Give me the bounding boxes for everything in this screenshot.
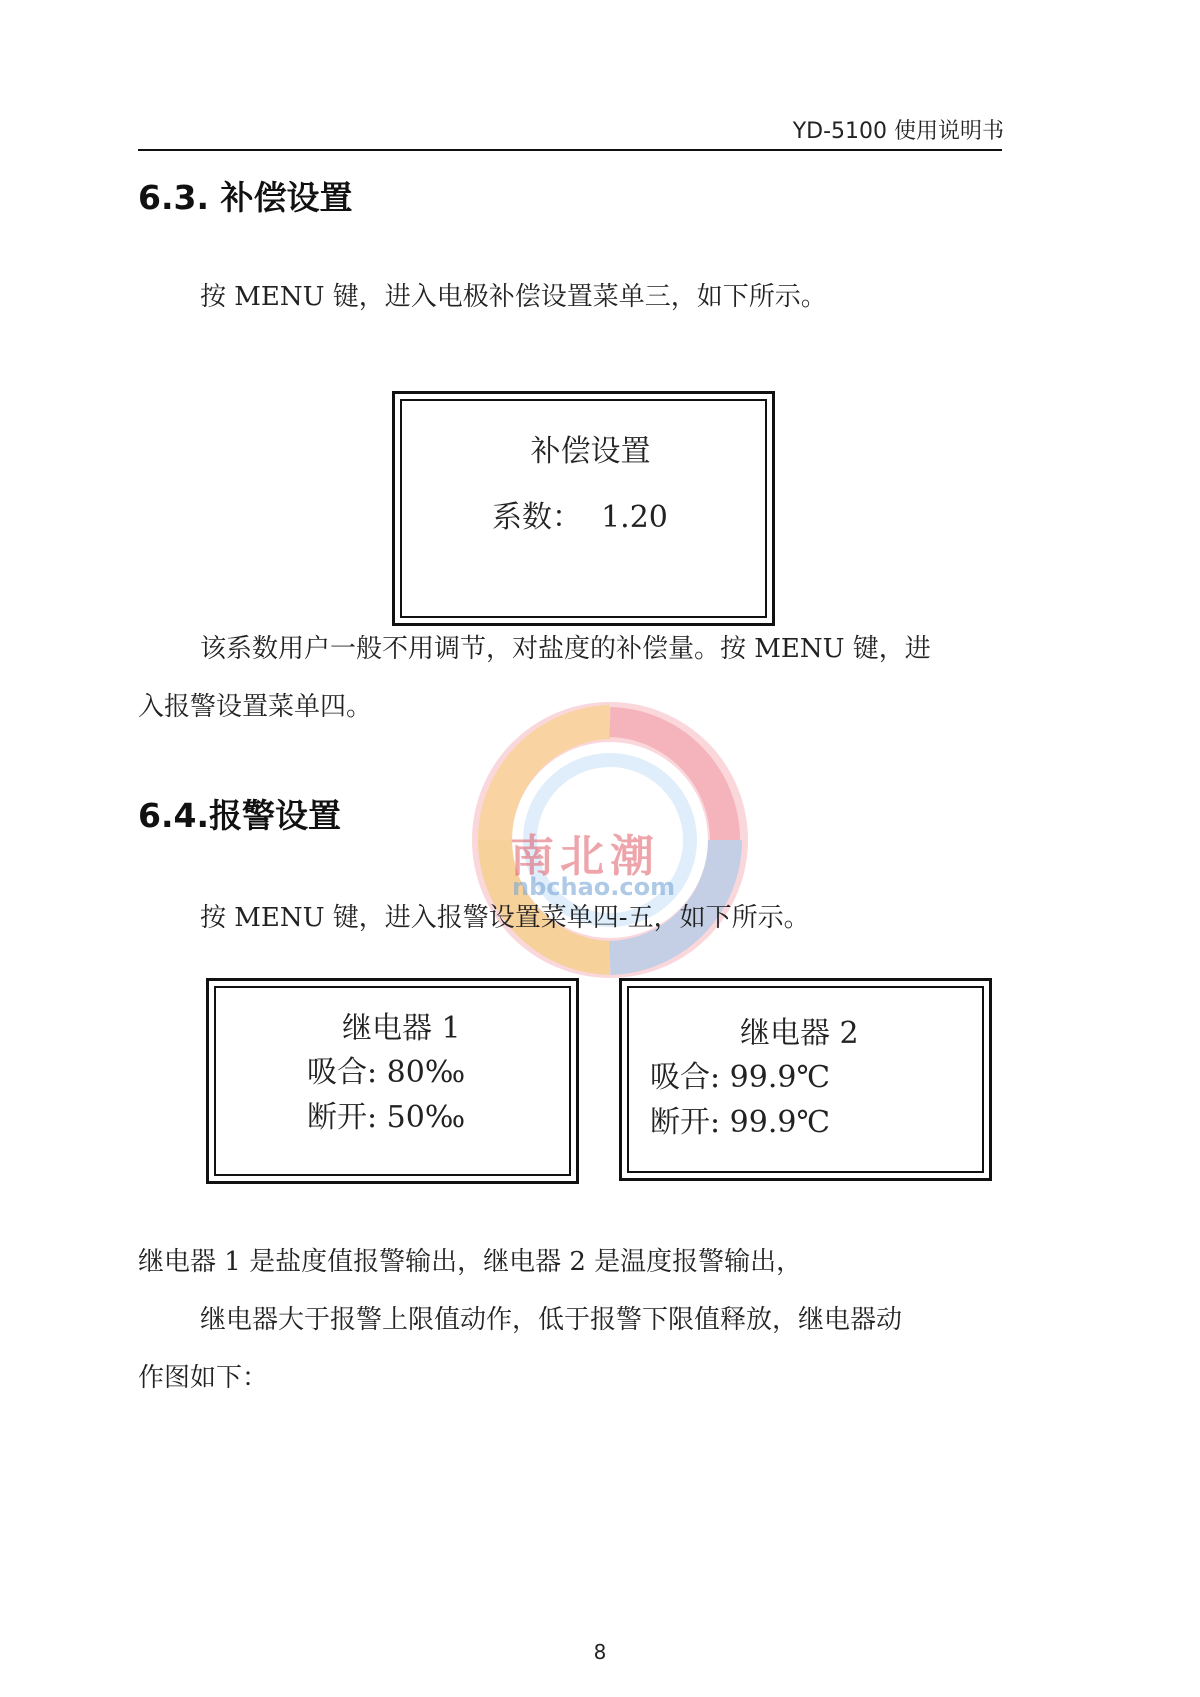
document-header: YD-5100 使用说明书 bbox=[792, 119, 1004, 144]
section-heading-6-4: 6.4.报警设置 bbox=[138, 796, 341, 835]
relay-1-title: 继电器 1 bbox=[342, 1011, 461, 1046]
section-6-4-line2: 继电器大于报警上限值动作，低于报警下限值释放，继电器动 bbox=[200, 1305, 903, 1335]
compensation-panel-title: 补偿设置 bbox=[530, 434, 651, 469]
compensation-panel bbox=[392, 391, 775, 626]
relay-2-on-threshold: 吸合: 99.9℃ bbox=[650, 1060, 830, 1095]
relay-2-off-threshold: 断开: 99.9℃ bbox=[650, 1105, 830, 1140]
section-6-4-intro: 按 MENU 键，进入报警设置菜单四-五，如下所示。 bbox=[200, 903, 810, 933]
watermark-text-en: nbchao.com bbox=[512, 873, 676, 901]
section-6-4-line3: 作图如下： bbox=[138, 1363, 269, 1393]
relay-1-panel bbox=[206, 978, 579, 1184]
section-6-3-paragraph-line2: 入报警设置菜单四。 bbox=[138, 692, 373, 722]
section-6-4-line1: 继电器 1 是盐度值报警输出，继电器 2 是温度报警输出， bbox=[138, 1247, 803, 1277]
section-6-3-paragraph-line1: 该系数用户一般不用调节，对盐度的补偿量。按 MENU 键，进 bbox=[200, 634, 931, 664]
relay-2-title: 继电器 2 bbox=[740, 1016, 859, 1051]
relay-1-on-threshold: 吸合: 80‰ bbox=[307, 1055, 466, 1090]
compensation-coefficient: 系数： 1.20 bbox=[492, 500, 668, 535]
header-rule bbox=[138, 149, 1002, 151]
relay-2-panel bbox=[619, 978, 992, 1181]
page-number: 8 bbox=[593, 1640, 607, 1664]
section-6-3-intro: 按 MENU 键，进入电极补偿设置菜单三，如下所示。 bbox=[200, 282, 827, 312]
watermark-text-cn: 南北潮 bbox=[510, 831, 660, 882]
relay-1-off-threshold: 断开: 50‰ bbox=[307, 1100, 466, 1135]
section-heading-6-3: 6.3. 补偿设置 bbox=[138, 178, 353, 217]
